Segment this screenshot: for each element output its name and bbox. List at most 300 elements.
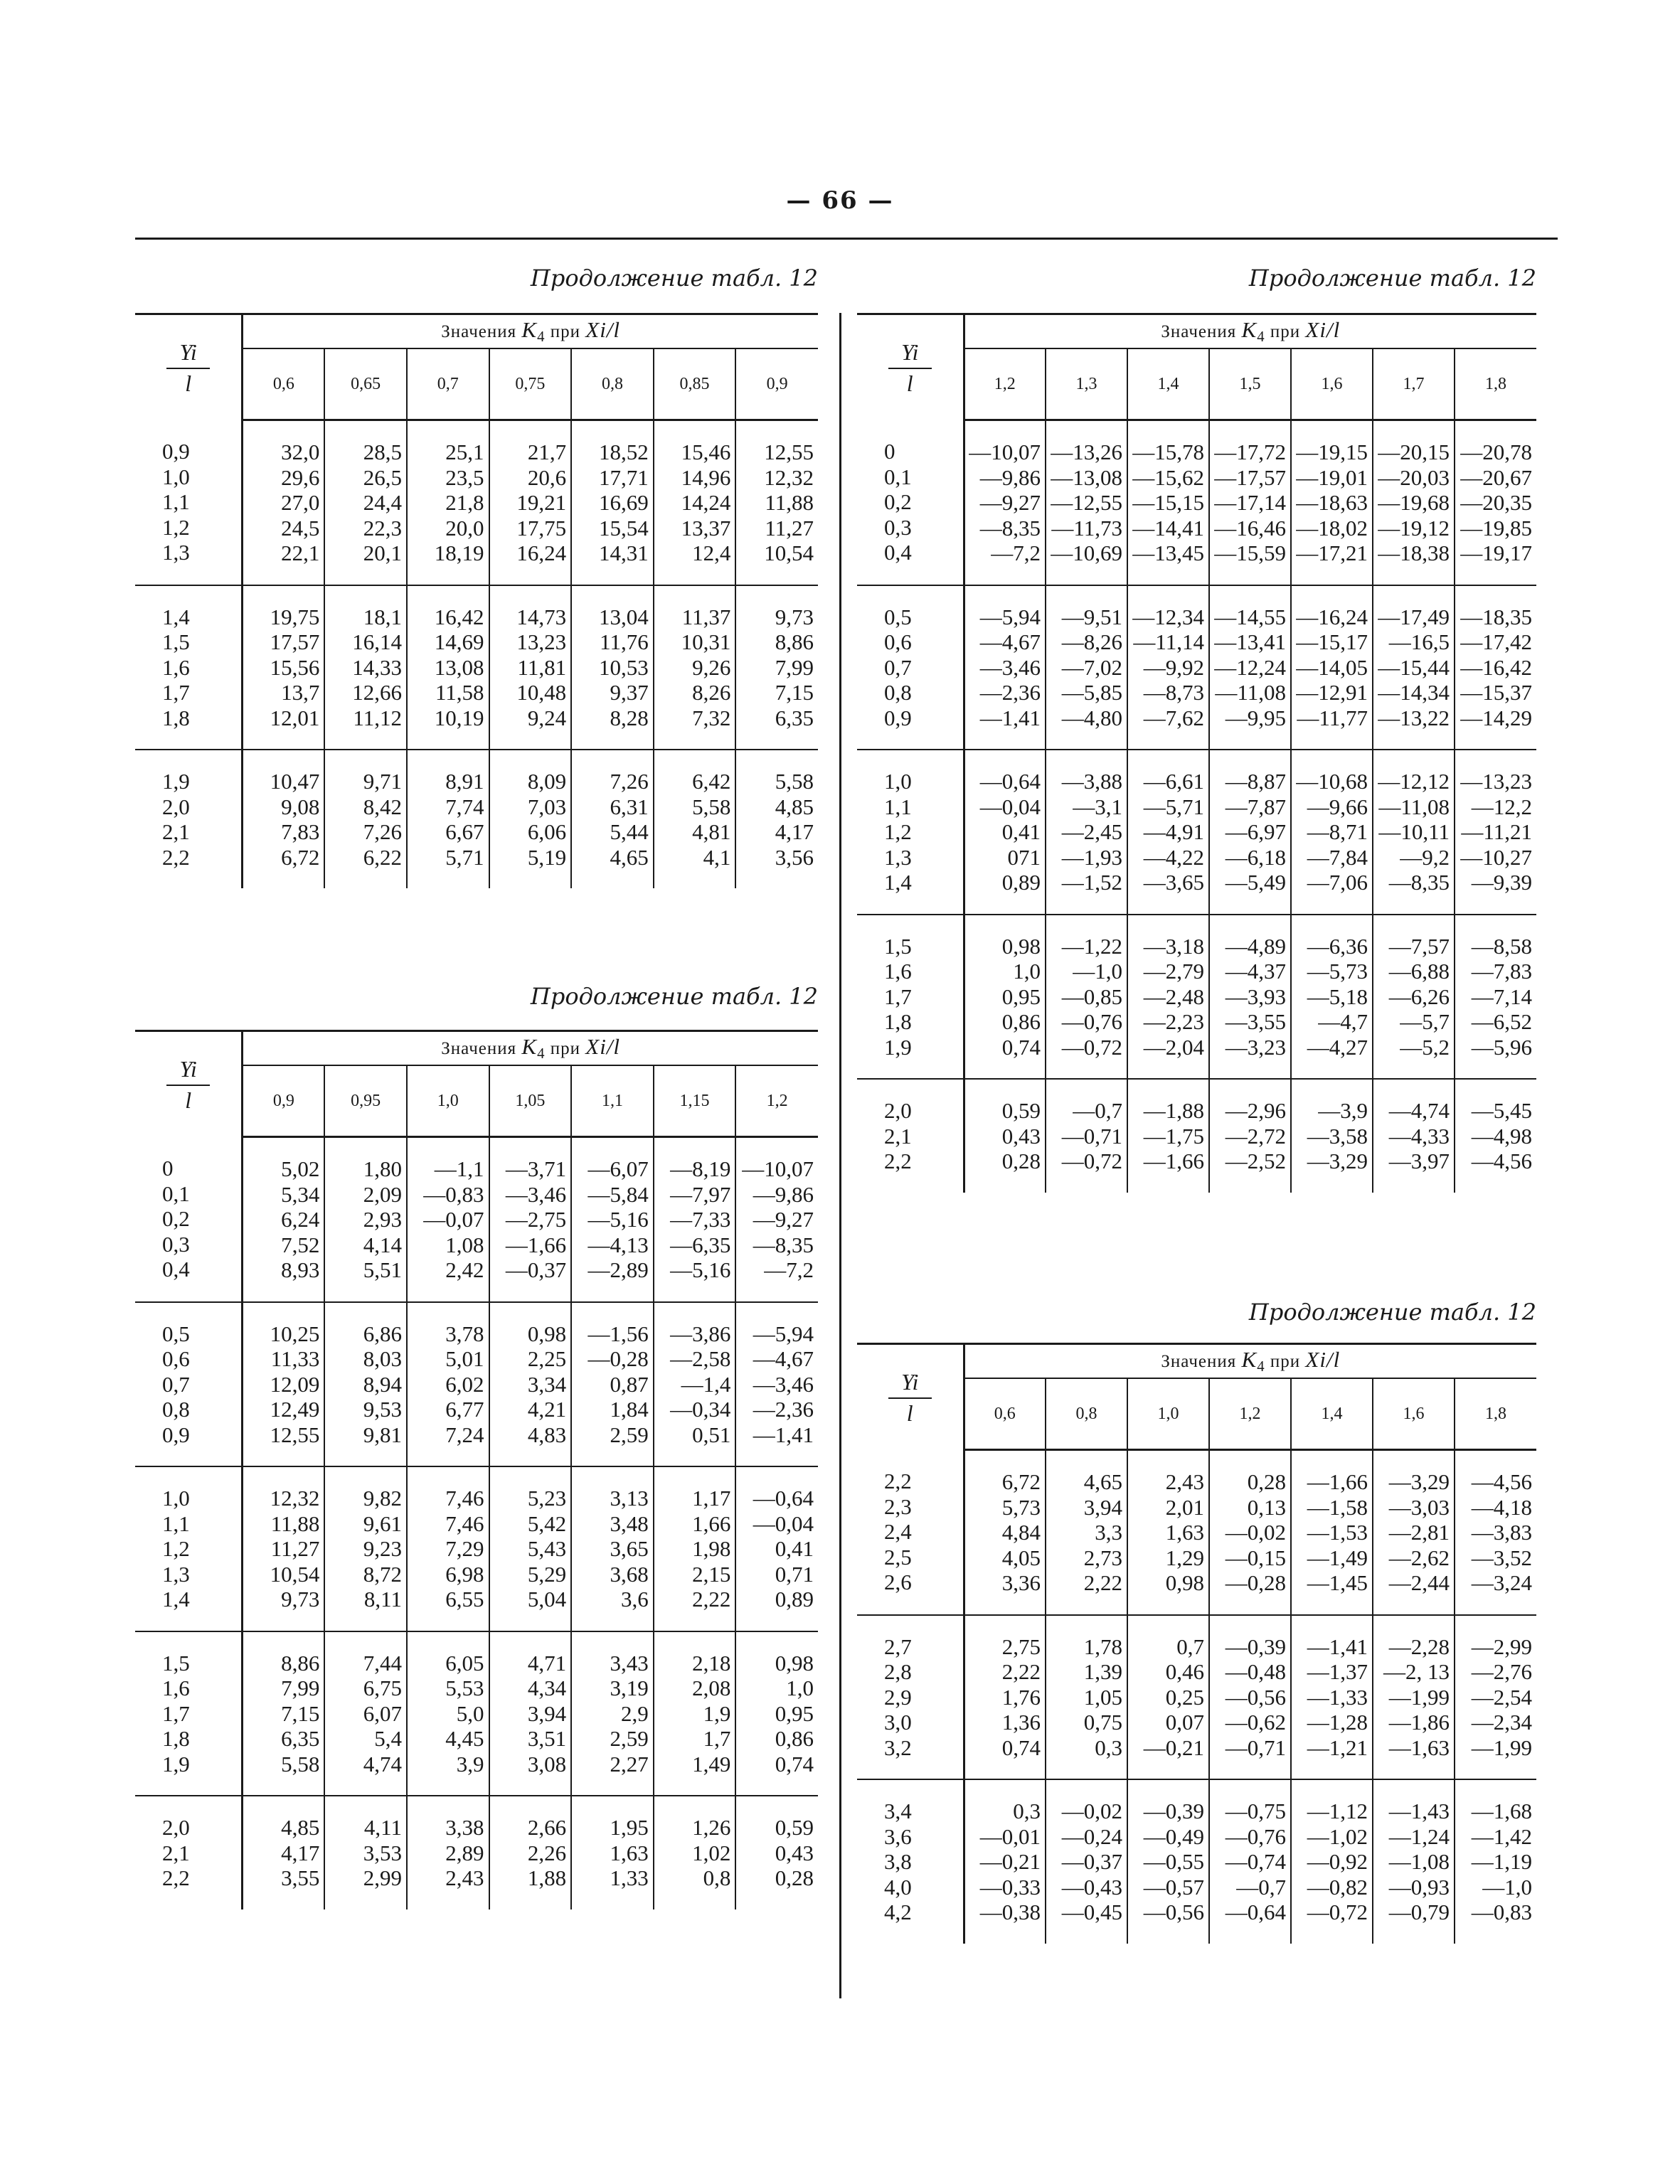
k-value: —6,35 <box>670 1232 731 1257</box>
k-value: 5,23 <box>527 1486 567 1511</box>
k-value: 9,82 <box>363 1486 402 1511</box>
k-value: 28,5 <box>363 440 402 464</box>
k-value: —4,37 <box>1225 959 1286 984</box>
y-value: 1,9 <box>884 1034 912 1060</box>
k-value: 0,07 <box>1165 1710 1204 1735</box>
table-row-group <box>857 420 1536 585</box>
k-symbol: K <box>1241 1347 1258 1372</box>
k-value: 17,57 <box>270 629 320 654</box>
k-value: 9,23 <box>363 1536 402 1561</box>
value-cell <box>1127 1450 1209 1615</box>
value-cell <box>1046 1615 1127 1780</box>
k-value: —0,38 <box>979 1900 1041 1924</box>
k-value: 24,5 <box>281 515 320 540</box>
k-value: 3,43 <box>610 1650 649 1676</box>
k-value: —0,74 <box>1225 1849 1286 1874</box>
k-value: 20,1 <box>363 540 402 565</box>
k-value: 5,4 <box>374 1726 402 1751</box>
row-label-cell <box>857 750 964 915</box>
k-value: 1,66 <box>692 1511 731 1536</box>
k-value: 11,88 <box>270 1511 320 1536</box>
k-value: —2,36 <box>753 1397 814 1422</box>
k-value: 8,86 <box>281 1650 320 1676</box>
k-value: 0,74 <box>1001 1735 1041 1760</box>
k-value: —2,99 <box>1471 1634 1533 1659</box>
values-label: Значения <box>1161 1352 1237 1371</box>
k-value: 8,72 <box>363 1561 402 1587</box>
value-cell <box>1046 750 1127 915</box>
value-cell <box>654 1796 736 1909</box>
table-2 <box>135 1030 818 1909</box>
k-value: 3,55 <box>281 1865 320 1890</box>
value-cell <box>1291 420 1373 585</box>
k-value: 1,0 <box>786 1676 814 1700</box>
k-value: 10,19 <box>434 705 484 730</box>
table-row-group <box>135 1796 818 1909</box>
k-value: —7,2 <box>991 540 1041 565</box>
column-header: 1,6 <box>1291 348 1373 420</box>
y-value: 2,5 <box>884 1544 912 1570</box>
k-value: 2,59 <box>610 1422 649 1447</box>
k-value: 20,6 <box>527 464 567 490</box>
y-value: 1,5 <box>884 933 912 959</box>
k-value: —18,02 <box>1296 515 1368 540</box>
k-value: 3,36 <box>1001 1570 1041 1595</box>
k-value: —1,99 <box>1471 1735 1533 1760</box>
y-value: 2,2 <box>884 1469 912 1494</box>
k-value: 2,59 <box>610 1726 649 1751</box>
value-cell <box>571 1631 654 1796</box>
k-value: —17,49 <box>1378 604 1450 629</box>
k-value: 29,6 <box>281 464 320 490</box>
k-value: —0,93 <box>1388 1874 1450 1900</box>
y-value: 2,0 <box>162 1815 190 1840</box>
k-value: —1,1 <box>434 1156 484 1181</box>
y-value: 1,0 <box>162 464 190 489</box>
y-value: 2,1 <box>162 1840 190 1865</box>
k-value: 0,41 <box>1001 819 1041 844</box>
k-value: 0,13 <box>1247 1494 1286 1520</box>
row-label-cell <box>135 1302 243 1467</box>
k-value: 15,54 <box>598 515 649 540</box>
k-value: —12,24 <box>1214 654 1286 680</box>
k-value: 4,65 <box>1083 1469 1122 1494</box>
y-ratio-numerator: Yi <box>179 1055 197 1082</box>
k-value: 10,25 <box>270 1321 320 1346</box>
y-value: 0,2 <box>162 1206 190 1232</box>
k-value: —3,83 <box>1471 1520 1533 1545</box>
value-cell <box>1209 1779 1291 1944</box>
k-value: —0,72 <box>1307 1900 1368 1924</box>
k-value: 7,44 <box>363 1650 402 1676</box>
k-value: 1,17 <box>692 1486 731 1511</box>
k-value: 8,93 <box>281 1257 320 1282</box>
k-value: —0,45 <box>1061 1900 1122 1924</box>
k-value: 12,49 <box>270 1397 320 1422</box>
k-value: 0,74 <box>1001 1034 1041 1060</box>
k-value: 6,24 <box>281 1207 320 1232</box>
y-value: 1,5 <box>162 1650 190 1676</box>
y-value: 1,1 <box>162 1511 190 1536</box>
k-value: —1,66 <box>1307 1469 1368 1494</box>
k-value: 3,53 <box>363 1840 402 1865</box>
y-value: 1,8 <box>162 705 190 730</box>
k-value: —0,56 <box>1143 1900 1204 1924</box>
k-value: 18,19 <box>434 540 484 565</box>
k-value: —1,43 <box>1388 1799 1450 1823</box>
k-value: 11,27 <box>270 1536 320 1561</box>
column-divider <box>839 313 841 1998</box>
k-value: 1,80 <box>363 1156 402 1181</box>
k-value: —1,86 <box>1388 1710 1450 1735</box>
k-value: —0,49 <box>1143 1823 1204 1849</box>
k-value: —1,49 <box>1307 1545 1368 1570</box>
k-value: 2,73 <box>1083 1545 1122 1570</box>
value-cell <box>1209 585 1291 750</box>
k-value: —6,07 <box>588 1156 649 1181</box>
k-value: 2,27 <box>610 1751 649 1777</box>
table-row-group <box>135 1137 818 1302</box>
k-value: 2,08 <box>692 1676 731 1700</box>
k-value: 3,13 <box>610 1486 649 1511</box>
k-value: —3,03 <box>1388 1494 1450 1520</box>
k-value: —2,79 <box>1143 959 1204 984</box>
k-value: 3,65 <box>610 1536 649 1561</box>
k-value: 0,59 <box>775 1815 814 1840</box>
value-cell <box>407 1466 489 1631</box>
y-value: 1,3 <box>162 540 190 565</box>
k-value: 0,74 <box>775 1751 814 1777</box>
k-value: 4,1 <box>703 844 731 870</box>
value-cell <box>1127 750 1209 915</box>
k-value: 5,53 <box>445 1676 484 1700</box>
k-value: 3,38 <box>445 1815 484 1840</box>
k-value: —0,39 <box>1225 1634 1286 1659</box>
k-value: 5,73 <box>1001 1494 1041 1520</box>
k-value: —0,83 <box>423 1181 484 1207</box>
value-cell <box>964 1450 1046 1615</box>
value-cell <box>1373 915 1455 1080</box>
k-value: —2,54 <box>1471 1684 1533 1710</box>
k-value: —19,17 <box>1460 540 1533 565</box>
table-row-group <box>135 1466 818 1631</box>
k-value: —5,16 <box>588 1207 649 1232</box>
value-cell <box>243 1137 325 1302</box>
k-value: —7,97 <box>670 1181 731 1207</box>
value-cell <box>964 1615 1046 1780</box>
k-value: 0,25 <box>1165 1684 1204 1710</box>
value-cell <box>1046 915 1127 1080</box>
k-value: —10,11 <box>1378 819 1450 844</box>
k-value: 6,35 <box>775 705 814 730</box>
column-header: 0,9 <box>243 1065 325 1137</box>
k-value: —4,98 <box>1471 1123 1533 1149</box>
k-value: —2,48 <box>1143 984 1204 1009</box>
k-value: —0,24 <box>1061 1823 1122 1849</box>
k-value: 4,84 <box>1001 1520 1041 1545</box>
value-cell <box>571 585 654 750</box>
k-value: —4,74 <box>1388 1098 1450 1123</box>
k-value: —1,41 <box>979 705 1041 730</box>
k-value: —0,37 <box>505 1257 567 1282</box>
k-value: 4,05 <box>1001 1545 1041 1570</box>
column-header: 0,7 <box>407 348 489 420</box>
k-value: 3,3 <box>1095 1520 1122 1545</box>
row-label-cell <box>857 1615 964 1780</box>
column-header: 1,6 <box>1373 1378 1455 1450</box>
k-value: —6,97 <box>1225 819 1286 844</box>
k-value: 4,11 <box>363 1815 402 1840</box>
value-cell <box>1373 1779 1455 1944</box>
value-cell <box>735 420 818 585</box>
k-value: —14,55 <box>1214 604 1286 629</box>
y-value: 1,2 <box>162 1536 190 1561</box>
k-value: —11,08 <box>1215 680 1286 705</box>
value-cell <box>1455 1615 1536 1780</box>
k-value: 10,54 <box>764 540 814 565</box>
values-header <box>243 1031 818 1066</box>
k-value: —0,48 <box>1225 1659 1286 1684</box>
k-value: 6,35 <box>281 1726 320 1751</box>
k-value: 5,42 <box>527 1511 567 1536</box>
k-value: —5,71 <box>1143 794 1204 819</box>
value-cell <box>1291 1079 1373 1193</box>
k-value: 1,84 <box>610 1397 649 1422</box>
k-value: —0,92 <box>1307 1849 1368 1874</box>
k-value: —5,94 <box>979 604 1041 629</box>
k-value: 12,09 <box>270 1371 320 1397</box>
k-value: —19,68 <box>1378 490 1450 515</box>
y-value: 1,3 <box>162 1561 190 1587</box>
value-cell <box>735 1631 818 1796</box>
k-value: 1,76 <box>1001 1684 1041 1710</box>
k-value: —7,02 <box>1061 654 1122 680</box>
k-value: 32,0 <box>281 440 320 464</box>
k-value: —0,02 <box>1225 1520 1286 1545</box>
k-value: 7,99 <box>281 1676 320 1700</box>
k-value: 4,65 <box>610 844 649 870</box>
k-value: —0,02 <box>1061 1799 1122 1823</box>
k-value: —15,37 <box>1460 680 1533 705</box>
k-value: 10,53 <box>598 654 649 680</box>
k-value: 2,15 <box>692 1561 731 1587</box>
top-rule <box>135 238 1558 240</box>
k-value: —13,08 <box>1051 464 1122 490</box>
k-value: 26,5 <box>363 464 402 490</box>
x-ratio-label: Xi/l <box>1305 317 1341 342</box>
k-value: —17,42 <box>1460 629 1533 654</box>
column-header: 1,7 <box>1373 348 1455 420</box>
table-row-group <box>857 915 1536 1080</box>
value-cell <box>964 585 1046 750</box>
k-value: 11,58 <box>435 680 484 705</box>
value-cell <box>324 1466 407 1631</box>
y-value: 2,9 <box>884 1684 912 1710</box>
k-value: —7,62 <box>1143 705 1204 730</box>
value-cell <box>1455 1079 1536 1193</box>
k-value: —5,84 <box>588 1181 649 1207</box>
value-cell <box>654 1137 736 1302</box>
k-value: 6,02 <box>445 1371 484 1397</box>
k-value: —20,67 <box>1460 464 1533 490</box>
k-value: —2,58 <box>670 1346 731 1371</box>
k-value: 3,6 <box>620 1587 649 1612</box>
value-cell <box>654 1302 736 1467</box>
k-value: 9,71 <box>363 769 402 794</box>
column-header: 0,6 <box>243 348 325 420</box>
y-value: 0,6 <box>162 1346 190 1371</box>
k-value: 4,34 <box>527 1676 567 1700</box>
value-cell <box>1127 1779 1209 1944</box>
k-value: —3,55 <box>1225 1009 1286 1034</box>
k-value: 6,06 <box>527 819 567 844</box>
k-value: —2,44 <box>1388 1570 1450 1595</box>
k-value: —0,55 <box>1143 1849 1204 1874</box>
row-label-cell <box>135 1631 243 1796</box>
k-value: 4,17 <box>775 819 814 844</box>
k-value: 5,34 <box>281 1181 320 1207</box>
k-value: —9,66 <box>1307 794 1368 819</box>
k-value: 1,63 <box>610 1840 649 1865</box>
row-label-cell <box>857 1079 964 1193</box>
y-value: 1,3 <box>884 844 912 870</box>
k-value: 6,55 <box>445 1587 484 1612</box>
k-value: 3,9 <box>456 1751 484 1777</box>
k-value: —11,14 <box>1133 629 1204 654</box>
k-value: —1,41 <box>1307 1634 1368 1659</box>
row-label-cell <box>857 420 964 585</box>
row-label-cell <box>135 585 243 750</box>
value-cell <box>324 750 407 888</box>
value-cell <box>654 1466 736 1631</box>
k-value: 16,69 <box>598 490 649 515</box>
k-value: 19,21 <box>516 490 567 515</box>
k-value: 0,98 <box>527 1321 567 1346</box>
k-value: 5,02 <box>281 1156 320 1181</box>
k-value: —8,58 <box>1471 933 1533 959</box>
y-value: 2,4 <box>884 1519 912 1545</box>
k-value: —1,37 <box>1307 1659 1368 1684</box>
y-value: 2,0 <box>162 794 190 819</box>
k-value: 0,51 <box>692 1422 731 1447</box>
k-value: 3,08 <box>527 1751 567 1777</box>
k-value: 1,05 <box>1083 1684 1122 1710</box>
value-cell <box>1127 915 1209 1080</box>
k-value: 2,42 <box>445 1257 484 1282</box>
value-cell <box>1373 1079 1455 1193</box>
k-value: 2,75 <box>1001 1634 1041 1659</box>
value-cell <box>1373 750 1455 915</box>
k-value: —3,29 <box>1388 1469 1450 1494</box>
k-value: 2,01 <box>1165 1494 1204 1520</box>
values-label: Значения <box>441 322 517 341</box>
k-value: 8,94 <box>363 1371 402 1397</box>
k-value: —5,73 <box>1307 959 1368 984</box>
k-value: 8,91 <box>445 769 484 794</box>
k-value: —15,17 <box>1296 629 1368 654</box>
k-value: 9,61 <box>363 1511 402 1536</box>
value-cell <box>1209 1079 1291 1193</box>
k-value: —7,33 <box>670 1207 731 1232</box>
k-value: —12,55 <box>1051 490 1122 515</box>
table-row-group <box>135 1302 818 1467</box>
k-value: —7,2 <box>764 1257 814 1282</box>
k-value: 1,63 <box>1165 1520 1204 1545</box>
k-value: —4,56 <box>1471 1469 1533 1494</box>
k-value: —0,04 <box>753 1511 814 1536</box>
k-value: —0,64 <box>753 1486 814 1511</box>
value-cell <box>654 1631 736 1796</box>
y-value: 3,6 <box>884 1823 912 1849</box>
value-cell <box>1291 1615 1373 1780</box>
value-cell <box>654 750 736 888</box>
k-value: 12,01 <box>270 705 320 730</box>
k-value: 1,36 <box>1001 1710 1041 1735</box>
value-cell <box>964 750 1046 915</box>
k-value: 2,99 <box>363 1865 402 1890</box>
k-value: 16,42 <box>434 604 484 629</box>
k-value: —0,37 <box>1061 1849 1122 1874</box>
k-value: 2,43 <box>445 1865 484 1890</box>
value-cell <box>571 1466 654 1631</box>
column-header: 0,65 <box>324 348 407 420</box>
y-ratio-header <box>857 314 964 420</box>
page-number: — 66 — <box>786 186 894 215</box>
y-value: 2,1 <box>884 1123 912 1149</box>
k-value: 1,0 <box>1013 959 1041 984</box>
k-value: —0,28 <box>1225 1570 1286 1595</box>
value-cell <box>243 750 325 888</box>
k-value: —7,14 <box>1471 984 1533 1009</box>
k-symbol: K <box>521 1034 538 1059</box>
k-value: 0,86 <box>775 1726 814 1751</box>
value-cell <box>324 420 407 585</box>
values-header <box>964 1344 1536 1379</box>
k-value: —3,86 <box>670 1321 731 1346</box>
column-header: 1,2 <box>964 348 1046 420</box>
k-value: 0,8 <box>703 1865 731 1890</box>
k-value: —15,59 <box>1214 540 1286 565</box>
k-value: 4,71 <box>527 1650 567 1676</box>
k-value: —0,76 <box>1225 1823 1286 1849</box>
y-value: 2,7 <box>884 1634 912 1659</box>
k-value: 4,85 <box>775 794 814 819</box>
column-header: 1,8 <box>1455 348 1536 420</box>
k-value: —10,68 <box>1296 769 1368 794</box>
y-value: 1,8 <box>884 1009 912 1034</box>
k-value: —0,64 <box>979 769 1041 794</box>
k-value: —0,04 <box>979 794 1041 819</box>
k-value: 7,46 <box>445 1486 484 1511</box>
k-value: —0,71 <box>1061 1123 1122 1149</box>
value-cell <box>489 1466 572 1631</box>
y-value: 0,9 <box>162 439 190 464</box>
k-value: —3,97 <box>1388 1149 1450 1173</box>
k-value: —3,88 <box>1061 769 1122 794</box>
k-value: 0,87 <box>610 1371 649 1397</box>
value-cell <box>243 1631 325 1796</box>
value-cell <box>1209 1615 1291 1780</box>
k-value: 12,66 <box>352 680 402 705</box>
x-ratio-label: Xi/l <box>585 1034 621 1059</box>
k-value: —14,41 <box>1132 515 1204 540</box>
k-value: 6,77 <box>445 1397 484 1422</box>
row-label-cell <box>135 1137 243 1302</box>
column-header: 1,3 <box>1046 348 1127 420</box>
table-row-group <box>857 750 1536 915</box>
y-value: 0,9 <box>884 705 912 730</box>
y-value: 1,0 <box>884 769 912 794</box>
